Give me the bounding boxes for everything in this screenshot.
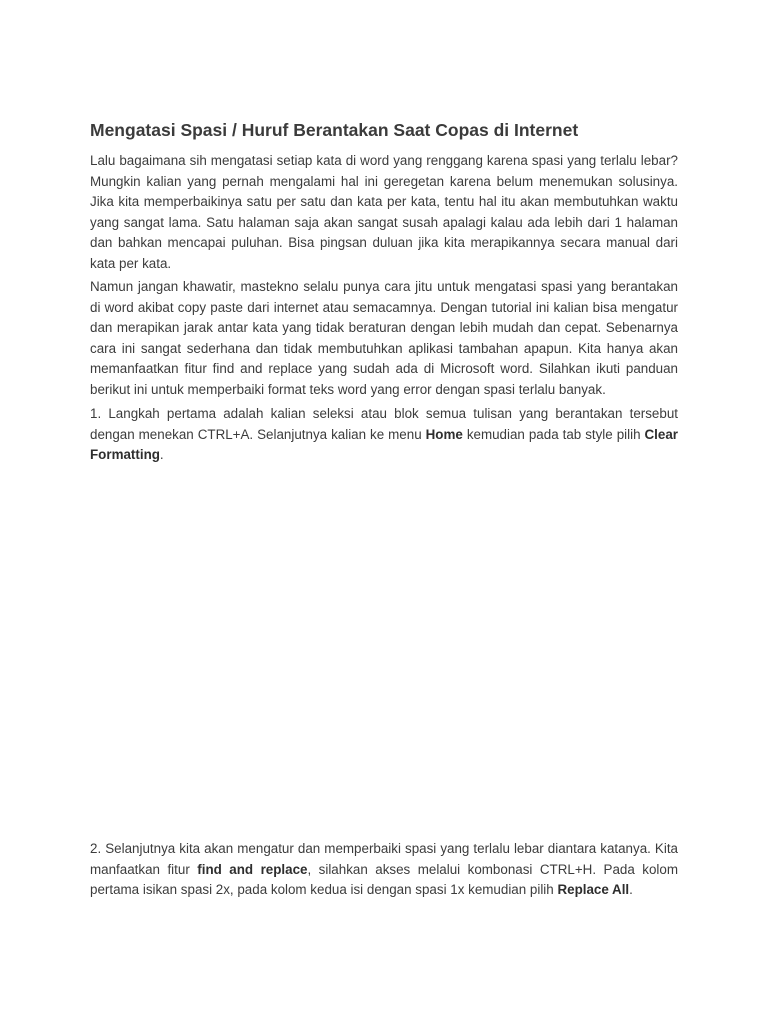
step-2-text-c: . bbox=[629, 882, 633, 898]
step-1-clear-formatting: Clear Formatting bbox=[90, 426, 678, 463]
step-1-text-b: kemudian pada tab style pilih bbox=[462, 426, 645, 442]
step-2-find-and-replace: find and replace bbox=[197, 861, 308, 877]
step-1-paragraph bbox=[90, 404, 678, 466]
page-title: Mengatasi Spasi / Huruf Berantakan Saat Copas di Internet bbox=[90, 120, 579, 140]
step-2-text-a: 2. Selanjutnya kita akan mengatur dan memperbaiki spasi yang terlalu lebar diantara katanya. Kita manfaatkan fitur bbox=[90, 841, 678, 877]
step-2-text-b: , silahkan akses melalui kombonasi CTRL+H. Pada kolom pertama isikan spasi 2x, pada kolom kedua isi dengan spasi 1x kemudian pilih bbox=[90, 861, 678, 898]
step-1-text-a: 1. Langkah pertama adalah kalian seleksi atau blok semua tulisan yang berantakan tersebut dengan menekan CTRL+A. Selanjutnya kalian ke menu bbox=[90, 406, 678, 442]
step-2-replace-all: Replace All bbox=[557, 882, 630, 898]
step-1-home-menu: Home bbox=[425, 426, 463, 442]
solution-paragraph: Namun jangan khawatir, mastekno selalu punya cara jitu untuk mengatasi spasi yang berantakan di word akibat copy paste dari internet atau semacamnya. Dengan tutorial ini kalian bisa mengatur dan merapikan jarak antar kata yang tidak beraturan dengan lebih mudah dan cepat. Sebenarnya cara ini sangat sederhana dan tidak membutuhkan aplikasi tambahan apapun. Kita hanya akan memanfaatkan fitur find and replace yang sudah ada di Microsoft word. Silahkan ikuti panduan berikut ini untuk memperbaiki format teks word yang error dengan spasi terlalu banyak. bbox=[90, 279, 678, 397]
blank-image-area bbox=[90, 470, 678, 820]
intro-paragraph: Lalu bagaimana sih mengatasi setiap kata di word yang renggang karena spasi yang terlalu lebar? Mungkin kalian yang pernah mengalami hal ini geregetan karena belum menemukan solusinya. Jika kita memperbaikinya satu per satu dan kata per kata, tentu hal itu akan membutuhkan waktu yang sangat lama. Satu halaman saja akan sangat susah apalagi kalau ada lebih dari 1 halaman dan bahkan mencapai puluhan. Bisa pingsan duluan jika kita merapikannya secara manual dari kata per kata. bbox=[90, 153, 678, 271]
step-2-paragraph bbox=[90, 839, 678, 901]
step-1-text-c: . bbox=[159, 447, 164, 463]
